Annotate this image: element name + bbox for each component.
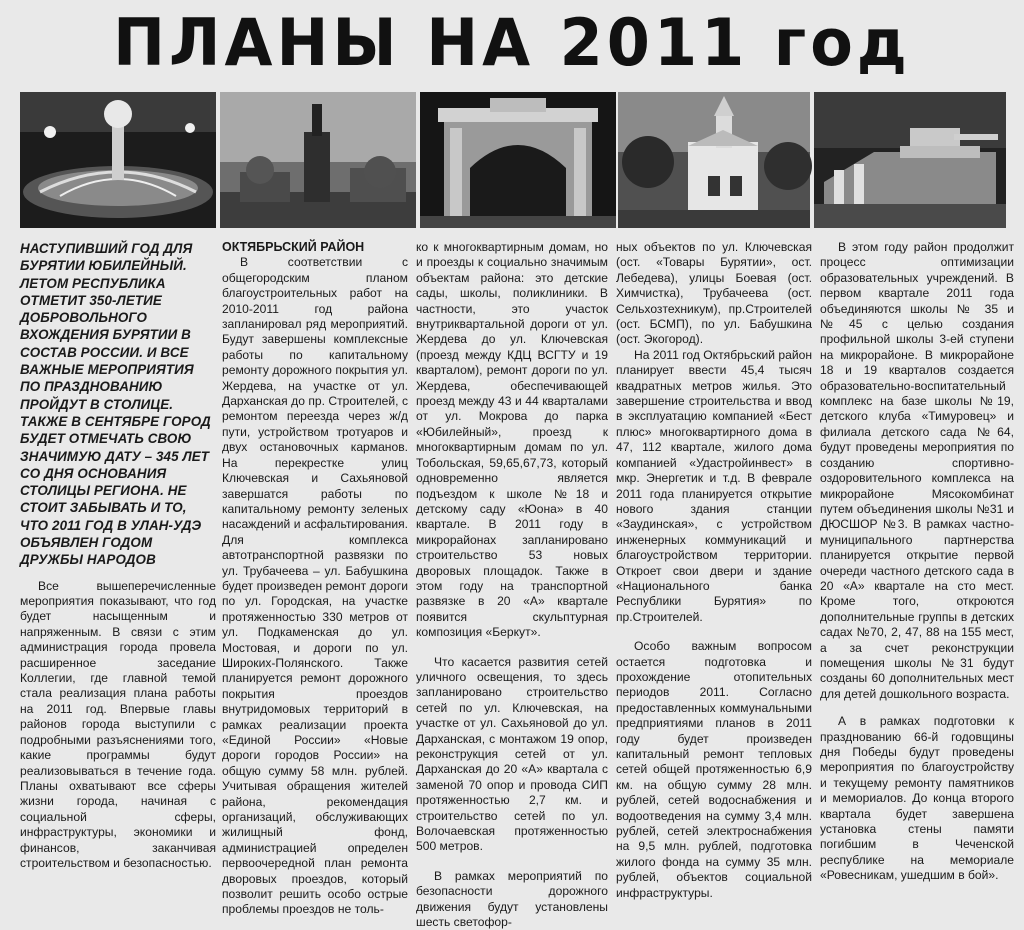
body-paragraph: Все вышеперечисленные мероприятия показывают, что год будет насыщенным и напряженным. В связи с этим администрация города провела расширенное заседание Коллегии, где главной темой стала реализация плана работы на 2011 год. Впервые главы районов города выступили с подробными разъяснениями того, какие программы будут реализовываться в течение года. Планы охватывают все сферы жизни города, начиная с социальной сферы, инфраструктуры, экономики и финансов, заканчивая строительством и безопасностью. bbox=[20, 578, 216, 870]
body-paragraph: ных объектов по ул. Ключевская (ост. «Товары Бурятии», ост. Лебедева), улицы Боевая (ост. Химчистка), Трубачеева (ост. Сельхозтехникум), пр.Строителей (ост. БСМП), по ул. Бабушкина (ост. Экогород). bbox=[616, 240, 812, 347]
body-paragraph: В соответствии с общегородским планом благоустроительных работ на 2010-2011 год района запланировал ряд мероприятий. Будут завершены комплексные работы по капитальному ремонту дорожного покрытия ул. Жердева, на участке от ул. Дарханская до пр. Строителей, с ремонтом переезда через ж/д пути, устройством тротуаров и двух остановочных карманов. На перекрестке улиц Ключевская и Сахьяновой завершатся работы по капитальному ремонту зеленых насаждений и асфальтирования. Для комплекса автотранспортной развязки по ул. Трубачеева – ул. Бабушкина будет произведен ремонт дороги по ул. Городская, на участке протяженностью 330 метров от ул. Подкаменская до ул. Мостовая, и дороги по ул. Широких-Полянского. Также планируется ремонт дорожного покрытия проездов внутридомовых территорий в рамках реализации проекта «Единой России» «Новые дороги городов России» на общую сумму 58 млн. рублей. Учитывая обращения жителей района, рекомендация организаций, обслуживающих жилищный фонд, администрацией определен первоочередной план ремонта дворовых проездов, который позволит решить особо острые проблемы проездов не толь- bbox=[222, 255, 408, 917]
body-paragraph: В этом году район продолжит процесс оптимизации образовательных учреждений. В первом квартале 2011 года объединяются школы № 35 и №45 с целью создания профильной школы 3-ей ступени на микрорайоне. В микрорайоне 18 и 19 кварталов создается образовательно-воспитательный комплекс на базе школы №19, детского клуба «Тимуровец» и филиала детского сада №64, будут проведены мероприятия по созданию спортивно-оздоровительного комплекса на микрорайоне Мясокомбинат путем объединения школы №31 и ДЮСШОР №3. В рамках частно-муниципального партнерства планируется открытие первой очереди частного детского сада в 20 «А» квартале на сто мест. Кроме того, откроются дополнительные группы в детских садах №70, 2, 47, 88 на 155 мест, а за счет реконструкции помещения школы №31 будут созданы 60 дополнительных мест для детей дошкольного возраста. bbox=[820, 240, 1014, 701]
body-paragraph: Что касается развития сетей уличного освещения, то здесь запланировано строительство сетей по ул. Ключевская, на участке от ул. Сахьяновой до ул. Дарханская, с монтажом 19 опор, реконструкция сетей от ул. Дарханская до 20 «А» квартала с заменой 70 опор и провода СИП протяженностью 2,7 км. и строительство сетей по ул. Волочаевская протяженностью 500 метров. bbox=[416, 654, 608, 854]
body-paragraph: В рамках мероприятий по безопасности дорожного движения будут установлены шесть светофор- bbox=[416, 868, 608, 930]
page-headline: ПЛАНЫ НА 2011 год bbox=[113, 4, 911, 81]
column-4 bbox=[616, 240, 812, 900]
column-1 bbox=[20, 240, 216, 870]
monument-photo bbox=[220, 92, 416, 228]
photo-strip bbox=[20, 92, 1006, 232]
body-paragraph: ко к многоквартирным домам, но и проезды к социально значимым объектам района: это детские сады, школы, поликлиники. В частности, это участок внутриквартальной дороги от ул. Жердева до ул. Ключевская (проезд между КДЦ ВСГТУ и 19 кварталом), ремонт дороги по ул. Жердева, обеспечивающей проезд между 43 и 44 кварталами от ул. Мокрова до парка «Юбилейный», проезд к многоквартирным домам по ул. Тобольская, 59,65,67,73, который одновременно является подъездом к школе №18 и детскому саду «Юона» в 40 квартале. В 2011 году в микрорайонах запланировано строительство 53 новых дворовых площадок. Также в этом году на транспортной развязке в 20 «А» квартале появится скульптурная композиция «Беркут». bbox=[416, 240, 608, 640]
column-5 bbox=[820, 240, 1014, 883]
body-paragraph: На 2011 год Октябрьский район планирует ввести 45,4 тысяч квадратных метров жилья. Это завершение строительства и ввод в эксплуатацию компанией «Бест плюс» многоквартирного дома в 47, 112 квартале, жилого дома компанией «Удастройинвест» в мкр. Энергетик и т.д. В феврале 2011 года планируется открытие нового здания станции «Заудинская», с устройством инженерных коммуникаций и благоустройством территории. Откроет свои двери и здание «Национального банка Республики Бурятия» по пр.Строителей. bbox=[616, 347, 812, 624]
column-2 bbox=[222, 240, 408, 917]
triumphal-arch-photo bbox=[420, 92, 616, 228]
tank-memorial-photo bbox=[814, 92, 1006, 228]
section-heading: ОКТЯБРЬСКИЙ РАЙОН bbox=[222, 240, 365, 254]
body-paragraph: Особо важным вопросом остается подготовка и прохождение отопительных периодов 2011. Согласно предоставленных коммунальными предприятиями планов в 2011 году будет произведен капитальный ремонт тепловых сетей общей протяженностью 6,9 км. на общую сумму 28 млн. рублей, сетей водоснабжения и водоотведения на сумму 3,4 млн. рублей, сетей электроснабжения на 9,5 млн. рублей, подготовка жилого фонда на сумму 35 млн. рублей, объектов социальной инфраструктуры. bbox=[616, 639, 812, 900]
cathedral-photo bbox=[618, 92, 810, 228]
lead-paragraph: НАСТУПИВШИЙ ГОД ДЛЯ БУРЯТИИ ЮБИЛЕЙНЫЙ. ЛЕТОМ РЕСПУБЛИКА ОТМЕТИТ 350-ЛЕТИЕ ДОБРОВОЛЬНОГО ВХОЖДЕНИЯ БУРЯТИИ В СОСТАВ РОССИИ. И ВСЕ ВАЖНЫЕ МЕРОПРИЯТИЯ ПО ПРАЗДНОВАНИЮ ПРОЙДУТ В СТОЛИЦЕ. ТАКЖЕ В СЕНТЯБРЕ ГОРОД БУДЕТ ОТМЕЧАТЬ СВОЮ ЗНАЧИМУЮ ДАТУ – 345 ЛЕТ СО ДНЯ ОСНОВАНИЯ СТОЛИЦЫ РЕГИОНА. НЕ СТОИТ ЗАБЫВАТЬ И ТО, ЧТО 2011 ГОД В УЛАН-УДЭ ОБЪЯВЛЕН ГОДОМ ДРУЖБЫ НАРОДОВ bbox=[20, 241, 211, 568]
column-3 bbox=[416, 240, 608, 930]
fountain-photo bbox=[20, 92, 216, 228]
body-paragraph: А в рамках подготовки к празднованию 66-й годовщины дня Победы будут проведены мероприятия по благоустройству и текущему ремонту памятников и мемориалов. До конца второго квартала будет завершена установка стены памяти погибшим в Чеченской республике на мемориале «Ровесникам, ушедшим в бой». bbox=[820, 714, 1014, 883]
